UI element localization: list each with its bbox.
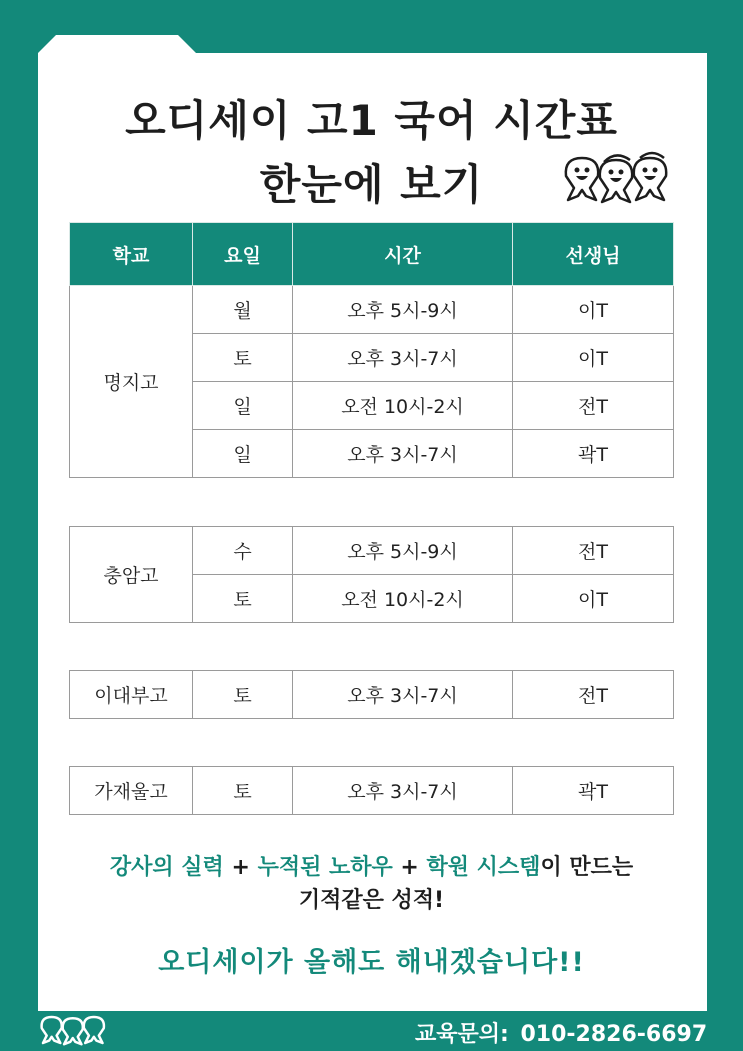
time-cell: 오전 10시-2시 — [293, 382, 513, 430]
schedule-table-group-2 — [69, 526, 674, 623]
teacher-cell: 곽T — [513, 767, 674, 815]
slogan-skill: 강사의 실력 — [109, 855, 224, 880]
column-header-teacher: 선생님 — [513, 223, 674, 286]
table-row — [70, 671, 674, 719]
time-cell: 오후 3시-7시 — [293, 430, 513, 478]
day-cell: 토 — [193, 575, 293, 623]
day-cell: 월 — [193, 286, 293, 334]
schedule-table-group-4 — [69, 766, 674, 815]
school-cell: 명지고 — [70, 286, 193, 478]
contact-info — [415, 1017, 707, 1048]
slogan-system: 학원 시스템 — [426, 855, 541, 880]
time-cell: 오후 5시-9시 — [293, 286, 513, 334]
day-cell: 일 — [193, 430, 293, 478]
day-cell: 토 — [193, 671, 293, 719]
time-cell: 오전 10시-2시 — [293, 575, 513, 623]
column-header-school: 학교 — [70, 223, 193, 286]
slogan-line-3: 오디세이가 올해도 해내겠습니다!! — [158, 947, 585, 978]
table-header-row — [70, 223, 674, 286]
schedule-table — [69, 222, 674, 478]
contact-label: 교육문의: — [415, 1022, 509, 1047]
slogan-knowhow: 누적된 노하우 — [257, 855, 393, 880]
day-cell: 토 — [193, 767, 293, 815]
contact-phone: 010-2826-6697 — [520, 1022, 708, 1047]
mascot-logo-icon — [38, 1012, 110, 1048]
school-cell: 가재울고 — [70, 767, 193, 815]
table-row — [70, 286, 674, 334]
slogan-plus-2: + — [392, 855, 427, 880]
teacher-cell: 곽T — [513, 430, 674, 478]
column-header-day: 요일 — [193, 223, 293, 286]
teacher-cell: 전T — [513, 382, 674, 430]
slogan-makes: 이 만드는 — [540, 855, 634, 880]
schedule-table-group-3 — [69, 670, 674, 719]
teacher-cell: 이T — [513, 575, 674, 623]
time-cell: 오후 5시-9시 — [293, 527, 513, 575]
day-cell: 일 — [193, 382, 293, 430]
day-cell: 토 — [193, 334, 293, 382]
day-cell: 수 — [193, 527, 293, 575]
teacher-cell: 전T — [513, 527, 674, 575]
teacher-cell: 이T — [513, 334, 674, 382]
school-cell: 충암고 — [70, 527, 193, 623]
slogan-plus-1: + — [223, 855, 258, 880]
page-title: 오디세이 고1 국어 시간표 — [125, 96, 618, 145]
table-row — [70, 767, 674, 815]
teacher-cell: 이T — [513, 286, 674, 334]
table-row — [70, 527, 674, 575]
column-header-time: 시간 — [293, 223, 513, 286]
slogan-line-2: 기적같은 성적! — [298, 888, 445, 913]
school-cell: 이대부고 — [70, 671, 193, 719]
page-subtitle: 한눈에 보기 — [259, 160, 484, 209]
slogan-line-1 — [0, 850, 743, 881]
mascot-characters-icon — [560, 150, 676, 208]
time-cell: 오후 3시-7시 — [293, 334, 513, 382]
time-cell: 오후 3시-7시 — [293, 767, 513, 815]
time-cell: 오후 3시-7시 — [293, 671, 513, 719]
teacher-cell: 전T — [513, 671, 674, 719]
